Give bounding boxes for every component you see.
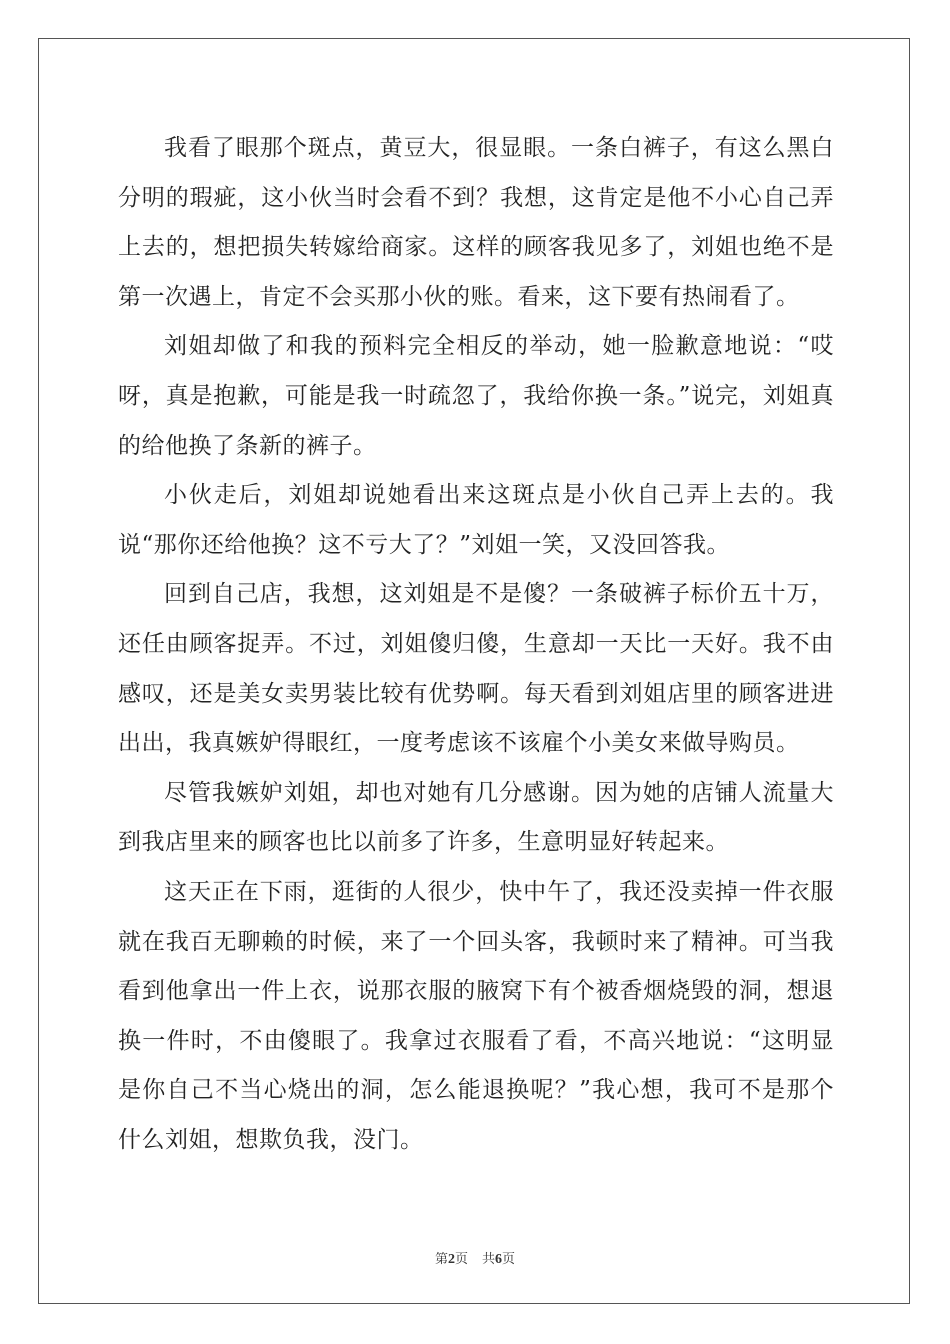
page-footer (0, 1248, 950, 1268)
paragraph-1: 我看了眼那个斑点，黄豆大，很显眼。一条白裤子，有这么黑白分明的瑕疵，这小伙当时会看不到？我想，这肯定是他不小心自己弄上去的，想把损失转嫁给商家。这样的顾客我见多了，刘姐也绝不是第一次遇上，肯定不会买那小伙的账。看来，这下要有热闹看了。 (118, 135, 834, 310)
page-prefix: 第 (434, 1252, 448, 1267)
total-prefix: 共 (482, 1252, 496, 1267)
page-total: 6 (495, 1252, 503, 1267)
document-body (118, 124, 834, 1165)
total-label: 页 (502, 1252, 516, 1267)
paragraph-3: 小伙走后，刘姐却说她看出来这斑点是小伙自己弄上去的。我说“那你还给他换？这不亏大了？”刘姐一笑，又没回答我。 (118, 482, 834, 558)
paragraph-2: 刘姐却做了和我的预料完全相反的举动，她一脸歉意地说：“哎呀，真是抱歉，可能是我一时疏忽了，我给你换一条。”说完，刘姐真的给他换了条新的裤子。 (118, 333, 834, 459)
paragraph-4: 回到自己店，我想，这刘姐是不是傻？一条破裤子标价五十万，还任由顾客捉弄。不过，刘姐傻归傻，生意却一天比一天好。我不由感叹，还是美女卖男装比较有优势啊。每天看到刘姐店里的顾客进进出出，我真嫉妒得眼红，一度考虑该不该雇个小美女来做导购员。 (118, 581, 834, 757)
page-current: 2 (447, 1252, 455, 1267)
paragraph-6: 这天正在下雨，逛街的人很少，快中午了，我还没卖掉一件衣服就在我百无聊赖的时候，来了一个回头客，我顿时来了精神。可当我看到他拿出一件上衣，说那衣服的腋窝下有个被香烟烧毁的洞，想退换一件时，不由傻眼了。我拿过衣服看了看，不高兴地说：“这明显是你自己不当心烧出的洞，怎么能退换呢？”我心想，我可不是那个什么刘姐，想欺负我，没门。 (118, 878, 834, 1153)
paragraph-5: 尽管我嫉妒刘姐，却也对她有几分感谢。因为她的店铺人流量大到我店里来的顾客也比以前多了许多，生意明显好转起来。 (118, 779, 834, 856)
page-label: 页 (454, 1252, 468, 1267)
